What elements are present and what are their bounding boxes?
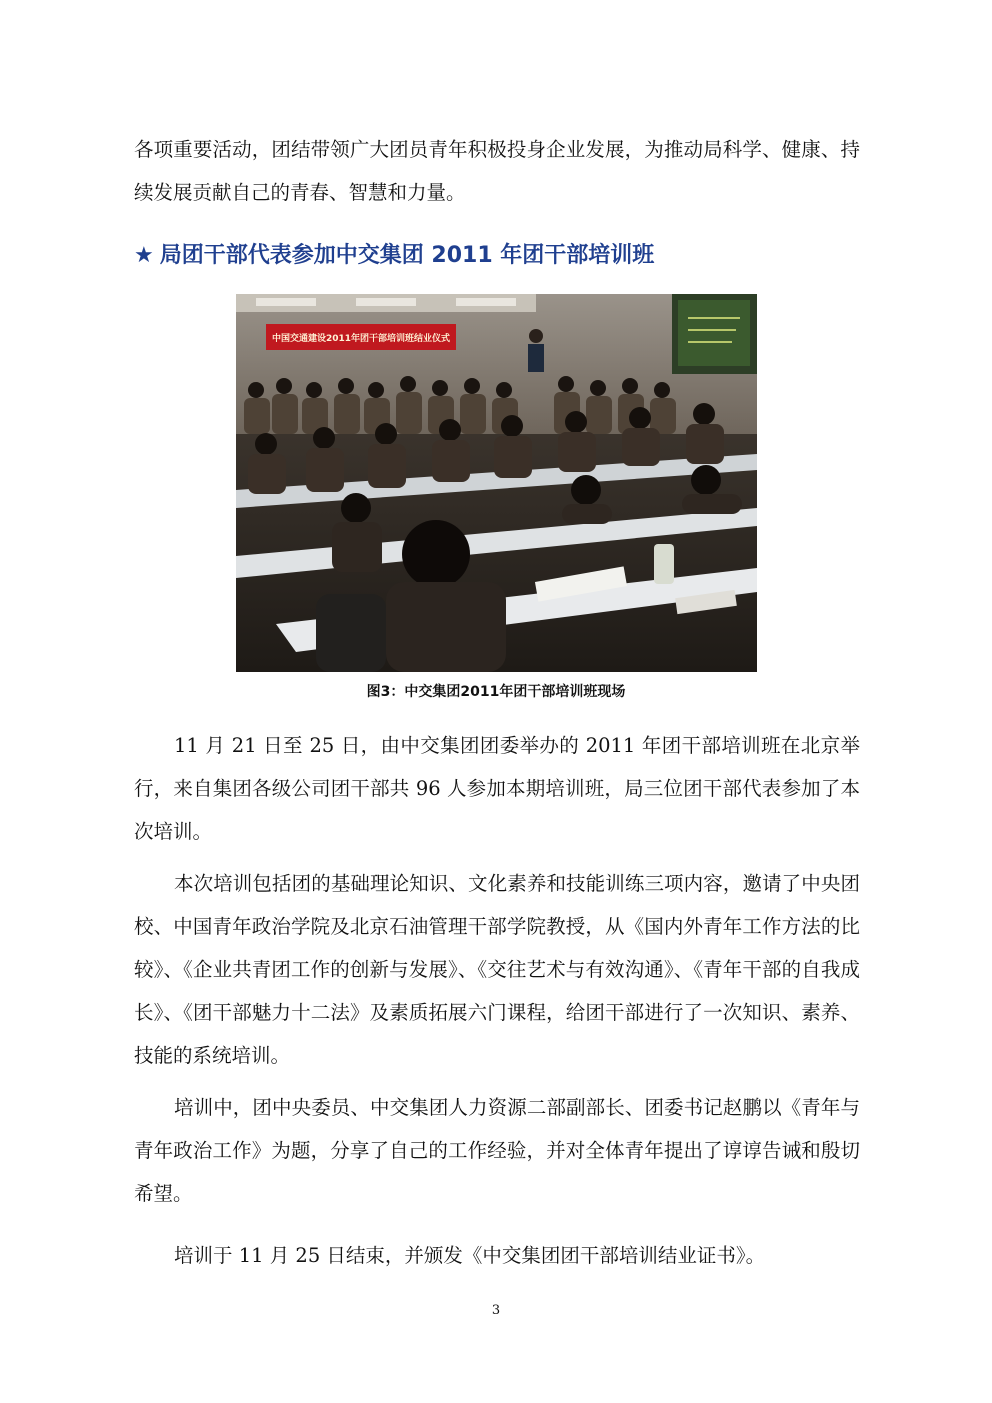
body-paragraph: 培训中，团中央委员、中交集团人力资源二部副部长、团委书记赵鹏以《青年与青年政治工作》为题，分享了自己的工作经验，并对全体青年提出了谆谆告诫和殷切希望。: [134, 1096, 860, 1205]
section-heading-text: 局团干部代表参加中交集团 2011 年团干部培训班: [159, 243, 655, 268]
figure-caption: 图3：中交集团2011年团干部培训班现场: [366, 684, 626, 700]
section-heading: [134, 236, 874, 276]
intro-paragraph: 各项重要活动，团结带领广大团员青年积极投身企业发展，为推动局科学、健康、持续发展贡献自己的青春、智慧和力量。: [134, 138, 860, 204]
training-photo: [236, 294, 757, 672]
body-paragraph: 本次培训包括团的基础理论知识、文化素养和技能训练三项内容，邀请了中央团校、中国青年政治学院及北京石油管理干部学院教授，从《国内外青年工作方法的比较》、《企业共青团工作的创新与发展》、《交往艺术与有效沟通》、《青年干部的自我成长》、《团干部魅力十二法》及素质拓展六门课程，给团干部进行了一次知识、素养、技能的系统培训。: [134, 872, 860, 1067]
page-number: 3: [491, 1303, 501, 1318]
body-paragraph: 11 月 21 日至 25 日，由中交集团团委举办的 2011 年团干部培训班在北京举行，来自集团各级公司团干部共 96 人参加本期培训班，局三位团干部代表参加了本次培训。: [134, 734, 860, 843]
banner-text: 中国交通建设2011年团干部培训班结业仪式: [271, 334, 451, 344]
body-paragraph: 培训于 11 月 25 日结束，并颁发《中交集团团干部培训结业证书》。: [174, 1244, 766, 1267]
star-icon: ★: [134, 243, 154, 268]
